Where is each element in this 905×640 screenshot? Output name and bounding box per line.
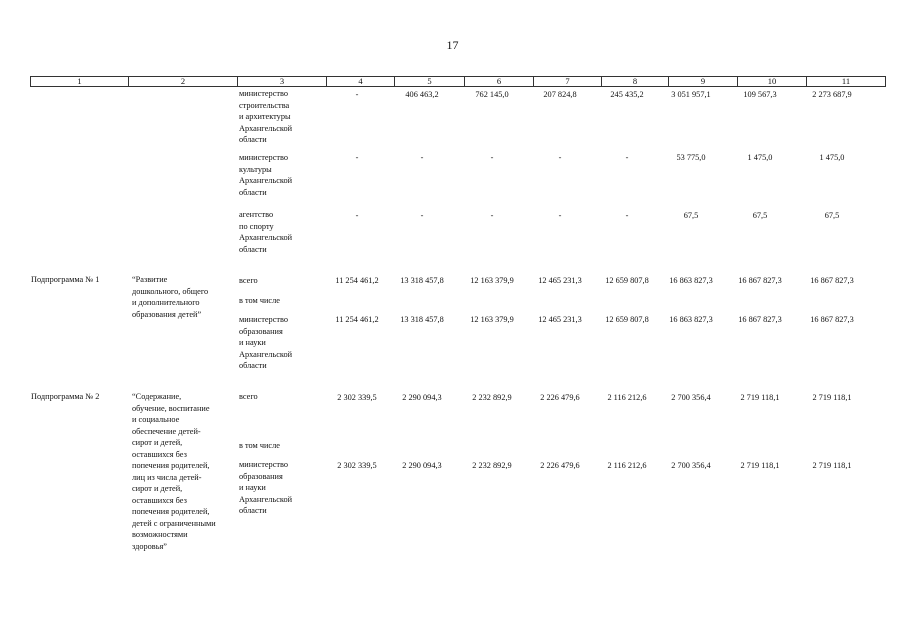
value-cell: -: [420, 153, 424, 162]
header-col-8: 8: [602, 77, 669, 87]
header-col-7: 7: [534, 77, 602, 87]
column-number-header: [30, 76, 886, 87]
header-col-6: 6: [465, 77, 534, 87]
value-cell: 16 863 827,3: [669, 315, 713, 324]
value-cell: 12 163 379,9: [470, 315, 514, 324]
subprogram-2-executor: министерство образования и науки Архангельской области: [239, 460, 293, 515]
subprogram-1-executor: министерство образования и науки Архангельской области: [239, 315, 293, 370]
subprogram-2-including-label: в том числе: [239, 441, 280, 450]
value-cell: -: [355, 153, 359, 162]
value-cell: 12 659 807,8: [605, 276, 649, 285]
value-cell: 109 567,3: [743, 90, 777, 99]
value-cell: 762 145,0: [475, 90, 509, 99]
value-cell: -: [625, 153, 629, 162]
value-cell: 2 273 687,9: [812, 90, 852, 99]
value-cell: 11 254 461,2: [335, 315, 379, 324]
value-cell: 16 867 827,3: [738, 276, 782, 285]
value-cell: -: [558, 211, 562, 220]
value-cell: 11 254 461,2: [335, 276, 379, 285]
value-cell: 3 051 957,1: [671, 90, 711, 99]
header-col-4: 4: [327, 77, 395, 87]
executor-construction-ministry: министерство строительства и архитектуры Архангельской области: [239, 89, 293, 144]
header-col-10: 10: [738, 77, 807, 87]
value-cell: 12 659 807,8: [605, 315, 649, 324]
value-cell: 67,5: [683, 211, 699, 220]
value-cell: 16 867 827,3: [810, 276, 854, 285]
value-cell: 67,5: [752, 211, 768, 220]
header-row: [31, 77, 886, 87]
value-cell: 2 226 479,6: [540, 393, 580, 402]
header-col-3: 3: [238, 77, 327, 87]
value-cell: 245 435,2: [610, 90, 644, 99]
value-cell: 2 700 356,4: [671, 393, 711, 402]
value-cell: 1 475,0: [819, 153, 845, 162]
value-cell: 207 824,8: [543, 90, 577, 99]
executor-sports-agency: агентство по спорту Архангельской области: [239, 210, 293, 254]
subprogram-1-total-label: всего: [239, 276, 258, 285]
value-cell: 2 719 118,1: [812, 461, 852, 470]
value-cell: 12 163 379,9: [470, 276, 514, 285]
subprogram-2-total-label: всего: [239, 392, 258, 401]
value-cell: 53 775,0: [676, 153, 706, 162]
value-cell: -: [490, 211, 494, 220]
value-cell: 2 290 094,3: [402, 461, 442, 470]
subprogram-2-label: Подпрограмма № 2: [31, 392, 100, 401]
value-cell: -: [558, 153, 562, 162]
value-cell: 2 719 118,1: [812, 393, 852, 402]
value-cell: 67,5: [824, 211, 840, 220]
page-number: 17: [446, 38, 459, 52]
value-cell: 12 465 231,3: [538, 315, 582, 324]
value-cell: 2 232 892,9: [472, 393, 512, 402]
subprogram-2-name: “Содержание, обучение, воспитание и социальное обеспечение детей- сирот и детей, оставшихся без попечения родителей, лиц из числа детей- сирот и детей, оставшихся без попечения родителей, детей с ограниченными возможностями здоровья”: [132, 392, 216, 551]
value-cell: 2 719 118,1: [740, 461, 780, 470]
value-cell: 12 465 231,3: [538, 276, 582, 285]
value-cell: 13 318 457,8: [400, 276, 444, 285]
header-col-9: 9: [669, 77, 738, 87]
header-col-1: 1: [31, 77, 129, 87]
value-cell: 2 116 212,6: [607, 461, 647, 470]
value-cell: 16 867 827,3: [738, 315, 782, 324]
value-cell: 1 475,0: [747, 153, 773, 162]
header-col-2: 2: [129, 77, 238, 87]
value-cell: 2 226 479,6: [540, 461, 580, 470]
subprogram-1-name: “Развитие дошкольного, общего и дополнительного образования детей”: [132, 275, 209, 319]
header-col-5: 5: [395, 77, 465, 87]
subprogram-1-label: Подпрограмма № 1: [31, 275, 100, 284]
value-cell: -: [420, 211, 424, 220]
value-cell: -: [355, 211, 359, 220]
value-cell: 2 719 118,1: [740, 393, 780, 402]
value-cell: 16 867 827,3: [810, 315, 854, 324]
value-cell: 2 116 212,6: [607, 393, 647, 402]
value-cell: 2 302 339,5: [337, 393, 377, 402]
value-cell: 16 863 827,3: [669, 276, 713, 285]
value-cell: 13 318 457,8: [400, 315, 444, 324]
value-cell: 406 463,2: [405, 90, 439, 99]
value-cell: -: [355, 90, 359, 99]
value-cell: -: [490, 153, 494, 162]
value-cell: 2 302 339,5: [337, 461, 377, 470]
value-cell: 2 232 892,9: [472, 461, 512, 470]
value-cell: -: [625, 211, 629, 220]
value-cell: 2 290 094,3: [402, 393, 442, 402]
subprogram-1-including-label: в том числе: [239, 296, 280, 305]
executor-culture-ministry: министерство культуры Архангельской области: [239, 153, 293, 197]
header-col-11: 11: [807, 77, 886, 87]
value-cell: 2 700 356,4: [671, 461, 711, 470]
